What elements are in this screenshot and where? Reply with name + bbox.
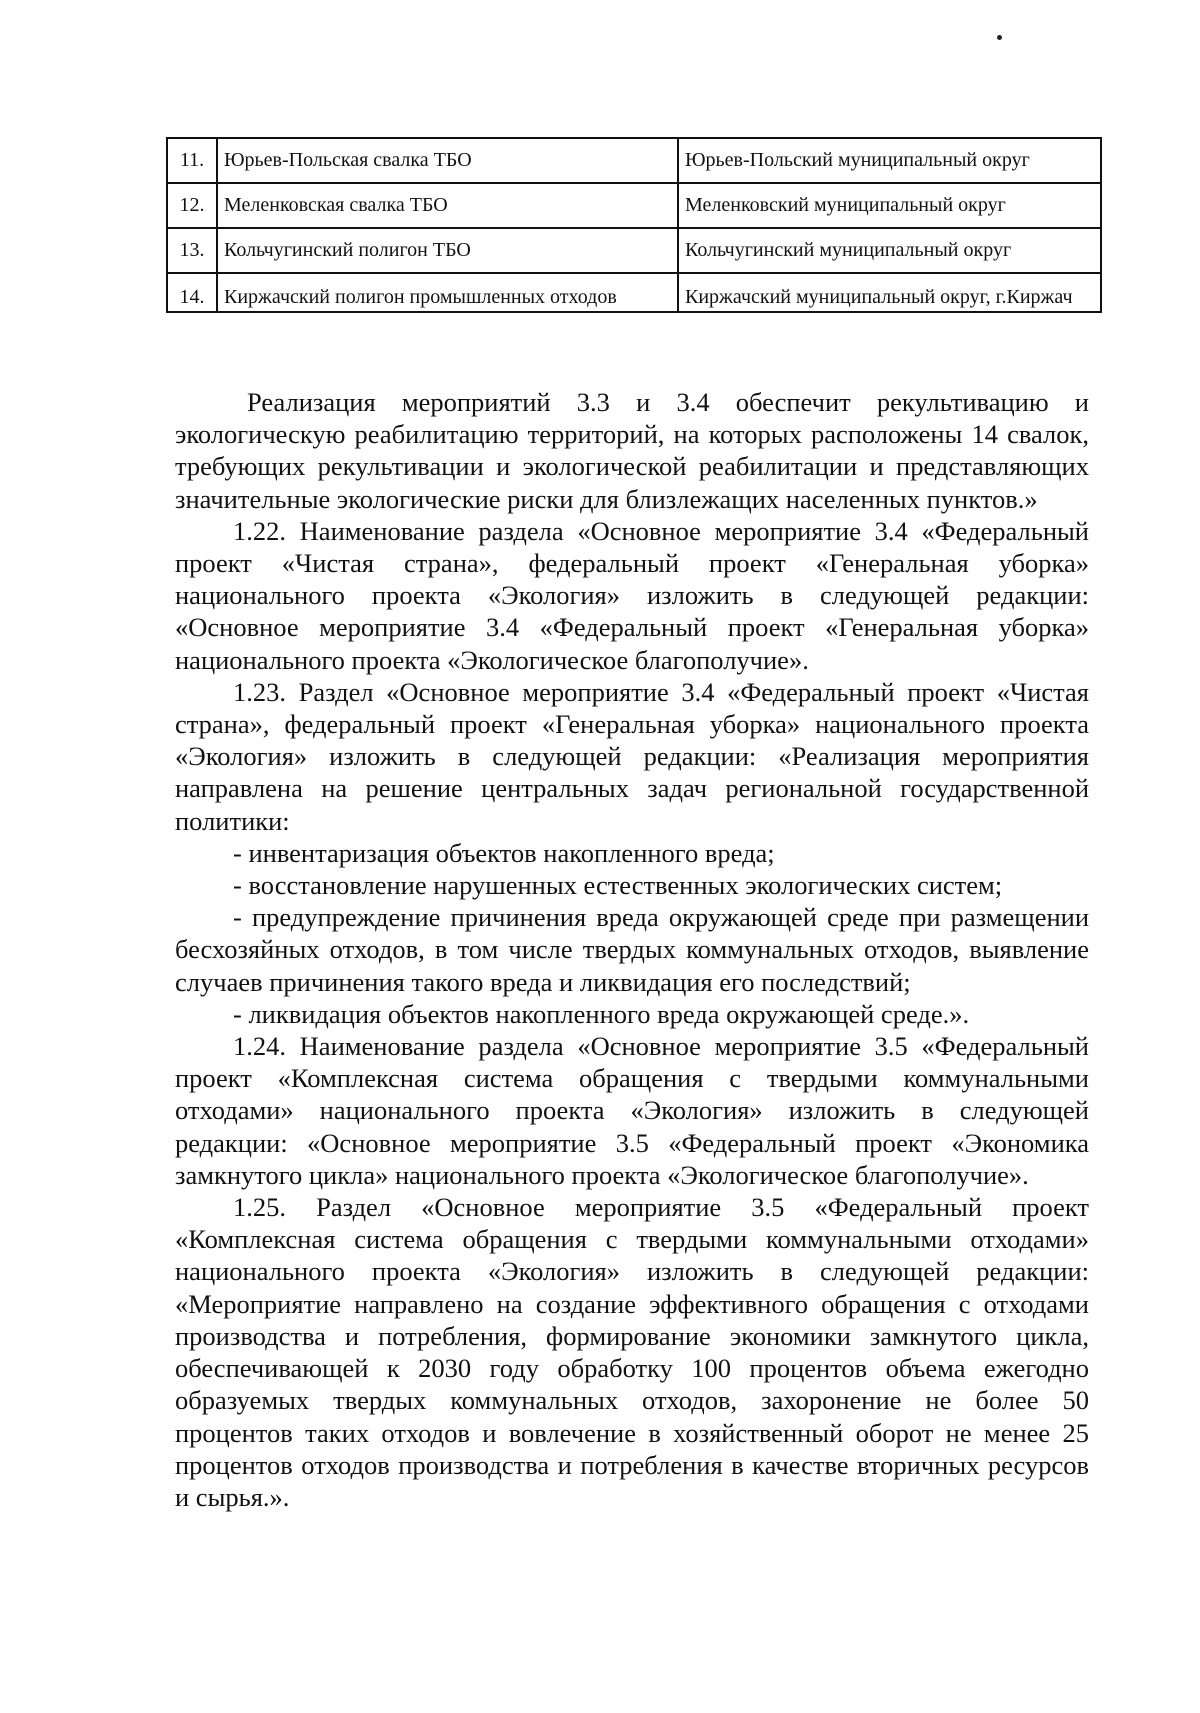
list-item: - предупреждение причинения вреда окружающей среде при размещении бесхозяйных отходов, в том числе твердых коммунальных отходов, выявление случаев причинения такого вреда и ликвидация его последствий; <box>175 902 1089 997</box>
site-name: Меленковская свалка ТБО <box>217 183 678 228</box>
document-body <box>175 386 1089 1513</box>
paragraph-1-25: 1.25. Раздел «Основное мероприятие 3.5 «Федеральный проект «Комплексная система обращения с твердыми коммунальными отходами» национального проекта «Экология» изложить в следующей редакции: «Мероприятие направлено на создание эффективного обращения с отходами производства и потребления, формирование экономики замкнутого цикла, обеспечивающей к 2030 году обработку 100 процентов объема ежегодно образуемых твердых коммунальных отходов, захоронение не более 50 процентов таких отходов и вовлечение в хозяйственный оборот не менее 25 процентов отходов производства и потребления в качестве вторичных ресурсов и сырья.». <box>175 1192 1089 1512</box>
site-district: Киржачский муниципальный округ, г.Киржач <box>678 273 1101 312</box>
site-district: Кольчугинский муниципальный округ <box>678 228 1101 273</box>
list-item: - ликвидация объектов накопленного вреда окружающей среде.». <box>233 998 970 1029</box>
table-row <box>167 183 1101 228</box>
paragraph-1-23: 1.23. Раздел «Основное мероприятие 3.4 «Федеральный проект «Чистая страна», федеральный проект «Генеральная уборка» национального проекта «Экология» изложить в следующей редакции: «Реализация мероприятия направлена на решение центральных задач региональной государственной политики: <box>175 676 1089 836</box>
site-name: Кольчугинский полигон ТБО <box>217 228 678 273</box>
site-district: Юрьев-Польский муниципальный округ <box>678 138 1101 183</box>
table-row <box>167 138 1101 183</box>
row-number: 14. <box>167 273 217 312</box>
paragraph-1-24: 1.24. Наименование раздела «Основное мероприятие 3.5 «Федеральный проект «Комплексная система обращения с твердыми коммунальными отходами» национального проекта «Экология» изложить в следующей редакции: «Основное мероприятие 3.5 «Федеральный проект «Экономика замкнутого цикла» национального проекта «Экологическое благополучие». <box>175 1031 1089 1190</box>
paragraph-implementation: Реализация мероприятий 3.3 и 3.4 обеспечит рекультивацию и экологическую реабилитацию территорий, на которых расположены 14 свалок, требующих рекультивации и экологической реабилитации и представляющих значительные экологические риски для близлежащих населенных пунктов.» <box>175 387 1089 514</box>
table-row <box>167 228 1101 273</box>
table-row <box>167 273 1101 312</box>
site-name: Киржачский полигон промышленных отходов <box>217 273 678 312</box>
list-item: - инвентаризация объектов накопленного вреда; <box>233 837 775 868</box>
site-name: Юрьев-Польская свалка ТБО <box>217 138 678 183</box>
row-number: 12. <box>167 183 217 228</box>
landfill-table <box>166 137 1102 313</box>
paragraph-1-22: 1.22. Наименование раздела «Основное мероприятие 3.4 «Федеральный проект «Чистая страна», федеральный проект «Генеральная уборка» национального проекта «Экология» изложить в следующей редакции: «Основное мероприятие 3.4 «Федеральный проект «Генеральная уборка» национального проекта «Экологическое благополучие». <box>175 515 1089 675</box>
site-district: Меленковский муниципальный округ <box>678 183 1101 228</box>
scan-speck <box>997 35 1002 40</box>
row-number: 11. <box>167 138 217 183</box>
list-item: - восстановление нарушенных естественных экологических систем; <box>233 870 1003 901</box>
row-number: 13. <box>167 228 217 273</box>
